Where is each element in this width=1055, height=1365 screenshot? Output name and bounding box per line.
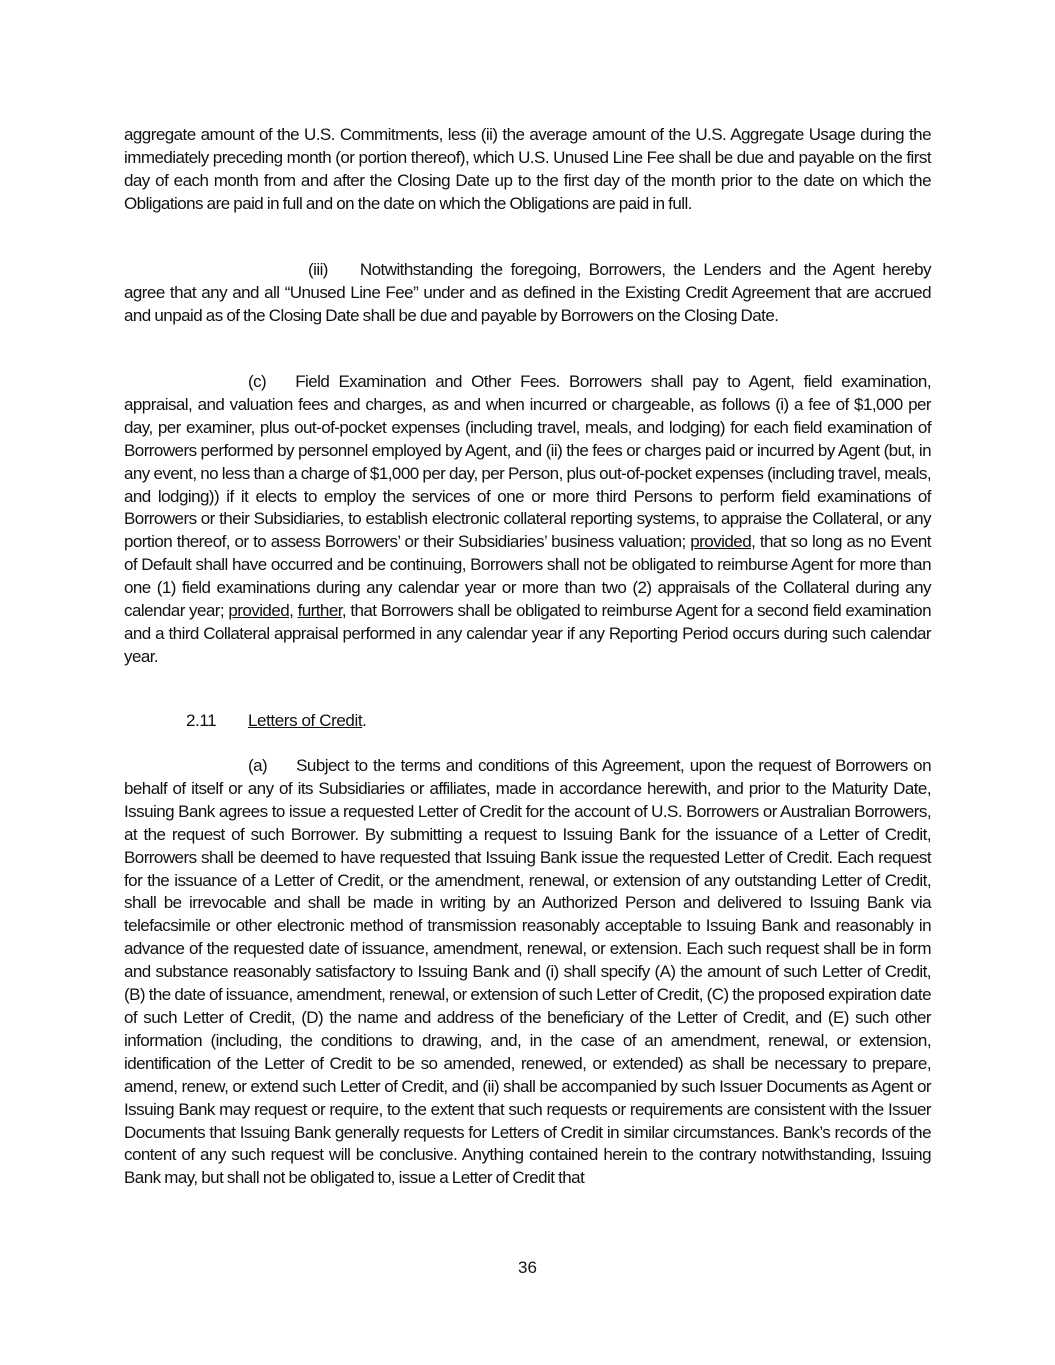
provided-term: provided xyxy=(228,601,290,621)
clause-text-iii: Notwithstanding the foregoing, Borrowers, the Lenders and the Agent hereby agree that any and all “Unused Line Fee” under and as defined in the Existing Credit Agreement that are accrued and unpaid as of the Closing Date shall be due and payable by Borrowers on the Closing Date. xyxy=(124,260,931,325)
clause-label-c: (c) xyxy=(248,372,267,391)
clause-label-iii: (iii) xyxy=(308,260,328,279)
clause-text-a: Subject to the terms and conditions of this Agreement, upon the request of Borrowers on behalf of itself or any of its Subsidiaries or affiliates, made in accordance herewith, and prior to the Maturity Date, Issuing Bank agrees to issue a requested Letter of Credit for the account of U.S. Borrowers or Australian Borrowers, at the request of such Borrower. By submitting a request to Issuing Bank for the issuance of a Letter of Credit, Borrowers shall be deemed to have requested that Issuing Bank issue the requested Letter of Credit. Each request for the issuance of a Letter of Credit, or the amendment, renewal, or extension of any outstanding Letter of Credit, shall be irrevocable and shall be made in writing by an Authorized Person and delivered to Issuing Bank via telefacsimile or other electronic method of transmission reasonably acceptable to Issuing Bank and reasonably in advance of the requested date of issuance, amendment, renewal, or extension. Each such request shall be in form and substance reasonably satisfactory to Issuing Bank and (i) shall specify (A) the amount of such Letter of Credit, (B) the date of issuance, amendment, renewal, or extension of such Letter of Credit, (C) the proposed expiration date of such Letter of Credit, (D) the name and address of the beneficiary of the Letter of Credit, and (E) such other information (including, the conditions to drawing, and, in the case of an amendment, renewal, or extension, identification of the Letter of Credit to be so amended, renewed, or extended) as shall be necessary to prepare, amend, renew, or extend such Letter of Credit, and (ii) shall be accompanied by such Issuer Documents as Agent or Issuing Bank may request or require, to the extent that such requests or requirements are consistent with the Issuer Documents that Issuing Bank generally requests for Letters of Credit in similar circumstances. Bank’s records of the content of any such request will be conclusive. Anything contained herein to the contrary notwithstanding, Issuing Bank may, but shall not be obligated to, issue a Letter of Credit that xyxy=(124,756,931,1188)
provided-term: provided xyxy=(690,532,752,552)
clause-text-c-part-b: , that so long as no Event of Default shall have occurred and be continuing, Borrowers shall not be obligated to reimburse Agent for more than one (1) field examinations during any calendar year or more than two (2) appraisals of the Collateral during any calendar year; xyxy=(124,532,931,621)
section-title: Letters of Credit xyxy=(248,711,363,730)
section-number: 2.11 xyxy=(186,711,217,730)
clause-text-c-part-c: , that Borrowers shall be obligated to reimburse Agent for a second field examination and a third Collateral appraisal performed in any calendar year if any Reporting Period occurs during such calendar year. xyxy=(124,601,931,666)
paragraph-iii-unused-line-fee xyxy=(124,259,931,328)
paragraph-a-letters-of-credit xyxy=(124,755,931,1190)
paragraph-unused-line-fee-continuation: aggregate amount of the U.S. Commitments, less (ii) the average amount of the U.S. Aggregate Usage during the immediately preceding month (or portion thereof), which U.S. Unused Line Fee shall be due and payable on the first day of each month from and after the Closing Date up to the first day of the month prior to the date on which the Obligations are paid in full and on the date on which the Obligations are paid in full. xyxy=(124,125,931,213)
clause-text-c-part-a: Field Examination and Other Fees. Borrowers shall pay to Agent, field examination, appraisal, and valuation fees and charges, as and when incurred or chargeable, as follows (i) a fee of $1,000 per day, per examiner, plus out-of-pocket expenses (including travel, meals, and lodging) for each field examination of Borrowers performed by personnel employed by Agent, and (ii) the fees or charges paid or incurred by Agent (but, in any event, no less than a charge of $1,000 per day, per Person, plus out-of-pocket expenses (including travel, meals, and lodging)) if it elects to employ the services of one or more third Persons to perform field examinations of Borrowers or their Subsidiaries, to establish electronic collateral reporting systems, to appraise the Collateral, or any portion thereof, or to assess Borrowers’ or their Subsidiaries’ business valuation; xyxy=(124,372,931,552)
further-term: further xyxy=(297,601,342,621)
paragraph-c-field-examination-fees xyxy=(124,371,931,669)
clause-label-a: (a) xyxy=(248,756,268,775)
section-heading-2-11 xyxy=(186,711,366,731)
page-number: 36 xyxy=(518,1258,537,1277)
comma: , xyxy=(289,601,294,621)
section-title-period: . xyxy=(362,711,367,730)
